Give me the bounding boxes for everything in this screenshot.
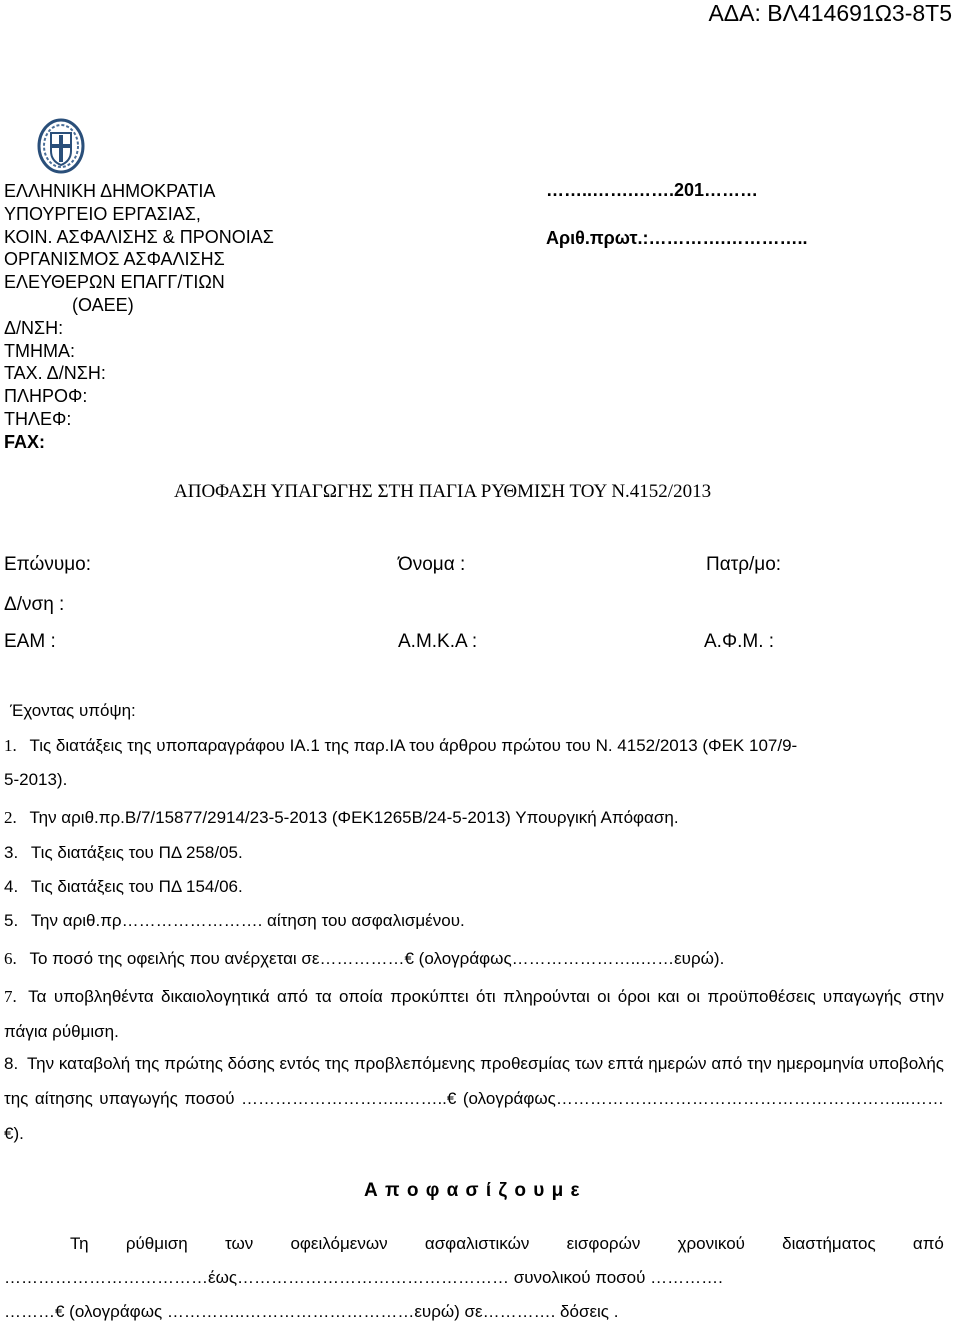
decision-heading: Α π ο φ α σ ί ζ ο υ μ ε: [364, 1180, 581, 1201]
list-item: [4, 843, 243, 863]
header-line: (ΟΑΕΕ): [72, 294, 134, 315]
list-item: [4, 1046, 944, 1151]
final-line-1: [70, 1234, 944, 1254]
final-word: διαστήματος: [782, 1234, 876, 1253]
item-text-continued: 5-2013).: [4, 770, 68, 789]
item-text: Την αριθ.πρ.Β/7/15877/2914/23-5-2013 (ΦΕΚ1265Β/24-5-2013) Υπουργική Απόφαση.: [29, 808, 679, 827]
document-title: ΑΠΟΦΑΣΗ ΥΠΑΓΩΓΗΣ ΣΤΗ ΠΑΓΙΑ ΡΥΘΜΙΣΗ ΤΟΥ Ν.4152/2013: [174, 481, 712, 502]
final-word: από: [912, 1234, 944, 1253]
list-item: [4, 877, 243, 897]
item-number: 6.: [4, 949, 17, 968]
afm-label: Α.Φ.Μ. :: [704, 631, 775, 652]
list-item: [4, 911, 465, 931]
header-line: ΚΟΙΝ. ΑΣΦΑΛΙΣΗΣ & ΠΡΟΝΟΙΑΣ: [4, 226, 274, 247]
header-line: FAX:: [4, 431, 46, 452]
list-item: [4, 949, 724, 969]
item-text: Τις διατάξεις του ΠΔ 258/05.: [30, 843, 243, 862]
header-line: Δ/ΝΣΗ:: [4, 317, 64, 338]
header-line: ΠΛΗΡΟΦ:: [4, 386, 88, 407]
hellenic-republic-emblem-icon: [36, 117, 86, 175]
father-name-label: Πατρ/μο:: [706, 554, 782, 575]
item-text: Τα υποβληθέντα δικαιολογητικά από τα οποία προκύπτει ότι πληρούνται οι όροι και οι προϋποθέσεις υπαγωγής στην πάγια ρύθμιση.: [4, 987, 945, 1041]
item-number: 7.: [4, 987, 17, 1006]
final-word: Τη: [70, 1234, 89, 1253]
amka-label: Α.Μ.Κ.Α :: [398, 631, 478, 652]
header-line: ΟΡΓΑΝΙΣΜΟΣ ΑΣΦΑΛΙΣΗΣ: [4, 249, 225, 270]
item-text: Τις διατάξεις του ΠΔ 154/06.: [30, 877, 243, 896]
item-number: 4.: [4, 877, 19, 896]
eam-label: ΕΑΜ :: [4, 631, 56, 652]
final-word: των: [224, 1234, 254, 1253]
item-number: 3.: [4, 843, 19, 862]
address-label: Δ/νση :: [4, 594, 65, 615]
header-line: ΥΠΟΥΡΓΕΙΟ ΕΡΓΑΣΙΑΣ,: [4, 203, 201, 224]
final-word: εισφορών: [566, 1234, 641, 1253]
item-text: Τις διατάξεις της υποπαραγράφου ΙΑ.1 της παρ.ΙΑ του άρθρου πρώτου του Ν. 4152/2013 (ΦΕΚ 107/9-: [29, 736, 798, 755]
header-line: ΤΜΗΜΑ:: [4, 340, 75, 361]
final-line-3: ………€ (ολογράφως …………..…………………………ευρώ) σε…………. δόσεις .: [4, 1302, 619, 1321]
header-line: ΤΗΛΕΦ:: [4, 408, 72, 429]
surname-label: Επώνυμο:: [4, 554, 92, 575]
document-date: ……..…….…….201………: [546, 180, 759, 200]
item-text: Το ποσό της οφειλής που ανέρχεται σε……………€ (ολογράφως…………………..……ευρώ).: [29, 949, 725, 968]
list-item: [4, 979, 944, 1049]
item-number: 1.: [4, 736, 17, 755]
final-line-2: ………………………………έως………………………………………… συνολικού ποσού ………….: [4, 1268, 723, 1287]
final-word: ρύθμιση: [125, 1234, 188, 1253]
header-line: ΕΛΛΗΝΙΚΗ ΔΗΜΟΚΡΑΤΙΑ: [4, 181, 216, 201]
item-number: 2.: [4, 808, 17, 827]
item-text: Την αριθ.πρ……………………. αίτηση του ασφαλισμένου.: [30, 911, 465, 930]
header-line: ΕΛΕΥΘΕΡΩΝ ΕΠΑΓΓ/ΤΙΩΝ: [4, 272, 225, 293]
final-word: οφειλόμενων: [290, 1234, 388, 1253]
final-word: ασφαλιστικών: [424, 1234, 530, 1253]
name-label: Όνομα :: [398, 554, 466, 575]
final-word: χρονικού: [677, 1234, 745, 1253]
list-item: [4, 736, 797, 756]
item-number: 5.: [4, 911, 19, 930]
list-item: [4, 808, 679, 828]
considering-heading: Έχοντας υπόψη:: [10, 701, 136, 720]
protocol-number: Αριθ.πρωτ.:………….…………..: [546, 228, 808, 248]
issuer-block: [4, 180, 274, 454]
item-text: Την καταβολή της πρώτης δόσης εντός της προβλεπόμενης προθεσμίας των επτά ημερών από την ημερομηνία υποβολής της αίτησης υπαγωγής ποσού ………………………..……..€ (ολογράφως……………………………………………………...……€).: [4, 1054, 944, 1143]
item-number: 8.: [4, 1054, 19, 1073]
ada-code: ΑΔΑ: ΒΛ414691Ω3-8Τ5: [708, 0, 952, 26]
header-line: ΤΑΧ. Δ/ΝΣΗ:: [4, 363, 106, 384]
